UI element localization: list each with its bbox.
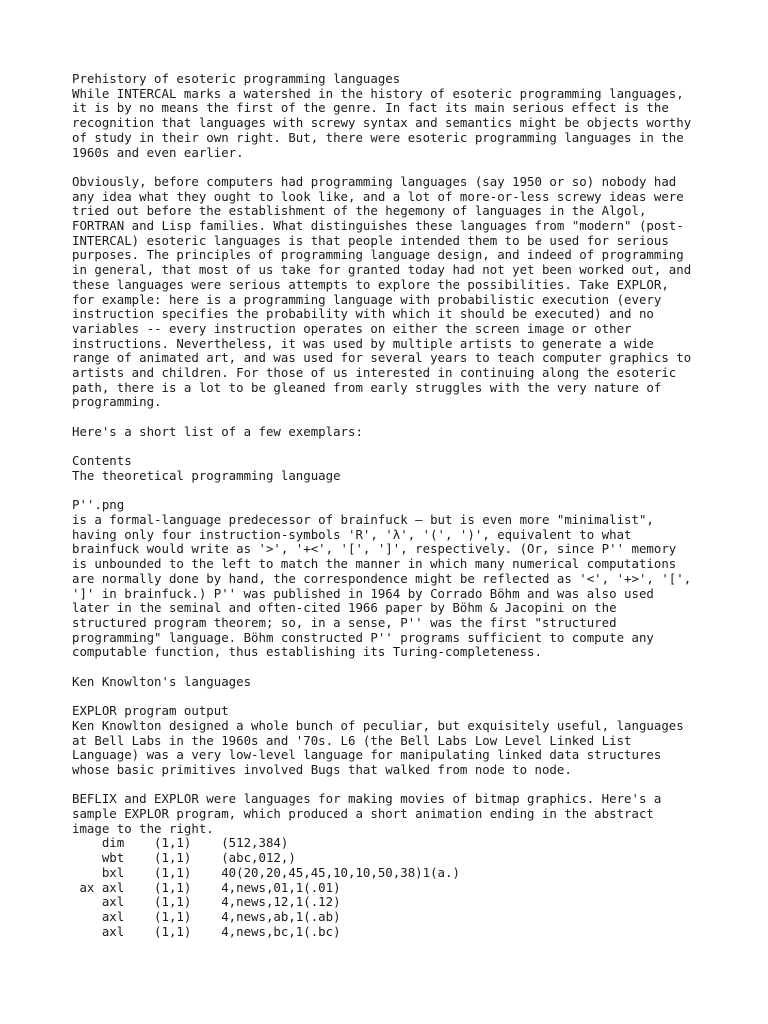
code-line: ax axl (1,1) 4,news,01,1(.01): [72, 879, 341, 895]
code-line: wbt (1,1) (abc,012,): [72, 850, 296, 866]
spacer: [72, 440, 728, 455]
knowlton-heading: Ken Knowlton's languages: [72, 673, 252, 689]
contents-label: Contents: [72, 453, 132, 469]
explor-code-listing: [72, 836, 728, 939]
contents-item: The theoretical programming language: [72, 467, 341, 483]
short-list-intro: Here's a short list of a few exemplars:: [72, 423, 363, 439]
spacer: [72, 778, 728, 793]
document-title: Prehistory of esoteric programming languages: [72, 71, 401, 86]
spacer: [72, 160, 728, 175]
intro-paragraph-1: While INTERCAL marks a watershed in the history of esoteric programming languages, it is by no means the first of the genre. In fact its main serious effect is the recognition that languages with screwy syntax and semantics might be objects worthy of study in their own right. But, there were esoteric programming languages in the 1960s and even earlier.: [72, 85, 692, 160]
code-line: bxl (1,1) 40(20,20,45,45,10,10,50,38)1(a.): [72, 864, 460, 880]
pprime-paragraph: is a formal-language predecessor of brainfuck — but is even more "minimalist", having only four instruction-symbols 'R', 'λ', '(', ')', equivalent to what brainfuck would write as '>', '+<', '[', ']', respectively. (Or, since P'' memory is unbounded to the left to match the manner in which many numerical computations are normally done by hand, the correspondence might be reflected as '<', '+>', '[', ']' in brainfuck.) P'' was published in 1964 by Corrado Böhm and was also used later in the seminal and often-cited 1966 paper by Böhm & Jacopini on the structured program theorem; so, in a sense, P'' was the first "structured programming" language. Böhm constructed P'' programs sufficient to compute any computable function, thus establishing its Turing-completeness.: [72, 512, 692, 660]
pprime-image-label: P''.png: [72, 497, 125, 513]
knowlton-paragraph: Ken Knowlton designed a whole bunch of peculiar, but exquisitely useful, languages at Bell Labs in the 1960s and '70s. L6 (the Bell Labs Low Level Linked List Language) was a very low-level language for manipulating linked data structures whose basic primitives involved Bugs that walked from node to node.: [72, 717, 684, 777]
spacer: [72, 410, 728, 425]
code-line: axl (1,1) 4,news,bc,1(.bc): [72, 923, 341, 939]
code-line: axl (1,1) 4,news,12,1(.12): [72, 894, 341, 910]
code-line: dim (1,1) (512,384): [72, 835, 289, 851]
code-line: axl (1,1) 4,news,ab,1(.ab): [72, 908, 341, 924]
spacer: [72, 660, 728, 675]
spacer: [72, 689, 728, 704]
explor-caption: EXPLOR program output: [72, 703, 229, 719]
spacer: [72, 484, 728, 499]
beflix-paragraph: BEFLIX and EXPLOR were languages for making movies of bitmap graphics. Here's a sample EXPLOR program, which produced a short animation ending in the abstract image to the right.: [72, 791, 662, 836]
intro-paragraph-2: Obviously, before computers had programming languages (say 1950 or so) nobody had any idea what they ought to look like, and a lot of more-or-less screwy ideas were tried out before the establishment of the hegemony of languages in the Algol, FORTRAN and Lisp families. What distinguishes these languages from "modern" (post- INTERCAL) esoteric languages is that people intended them to be used for serious purposes. The principles of programming language design, and indeed of programming in general, that most of us take for granted today had not yet been worked out, and these languages were serious attempts to explore the possibilities. Take EXPLOR, for example: here is a programming language with probabilistic execution (every instruction specifies the probability with which it should be executed) and no variables -- every instruction operates on either the screen image or other instructions. Nevertheless, it was used by multiple artists to generate a wide range of animated art, and was used for several years to teach computer graphics to artists and children. For those of us interested in continuing along the esoteric path, there is a lot to be gleaned from early struggles with the very nature of programming.: [72, 173, 692, 410]
